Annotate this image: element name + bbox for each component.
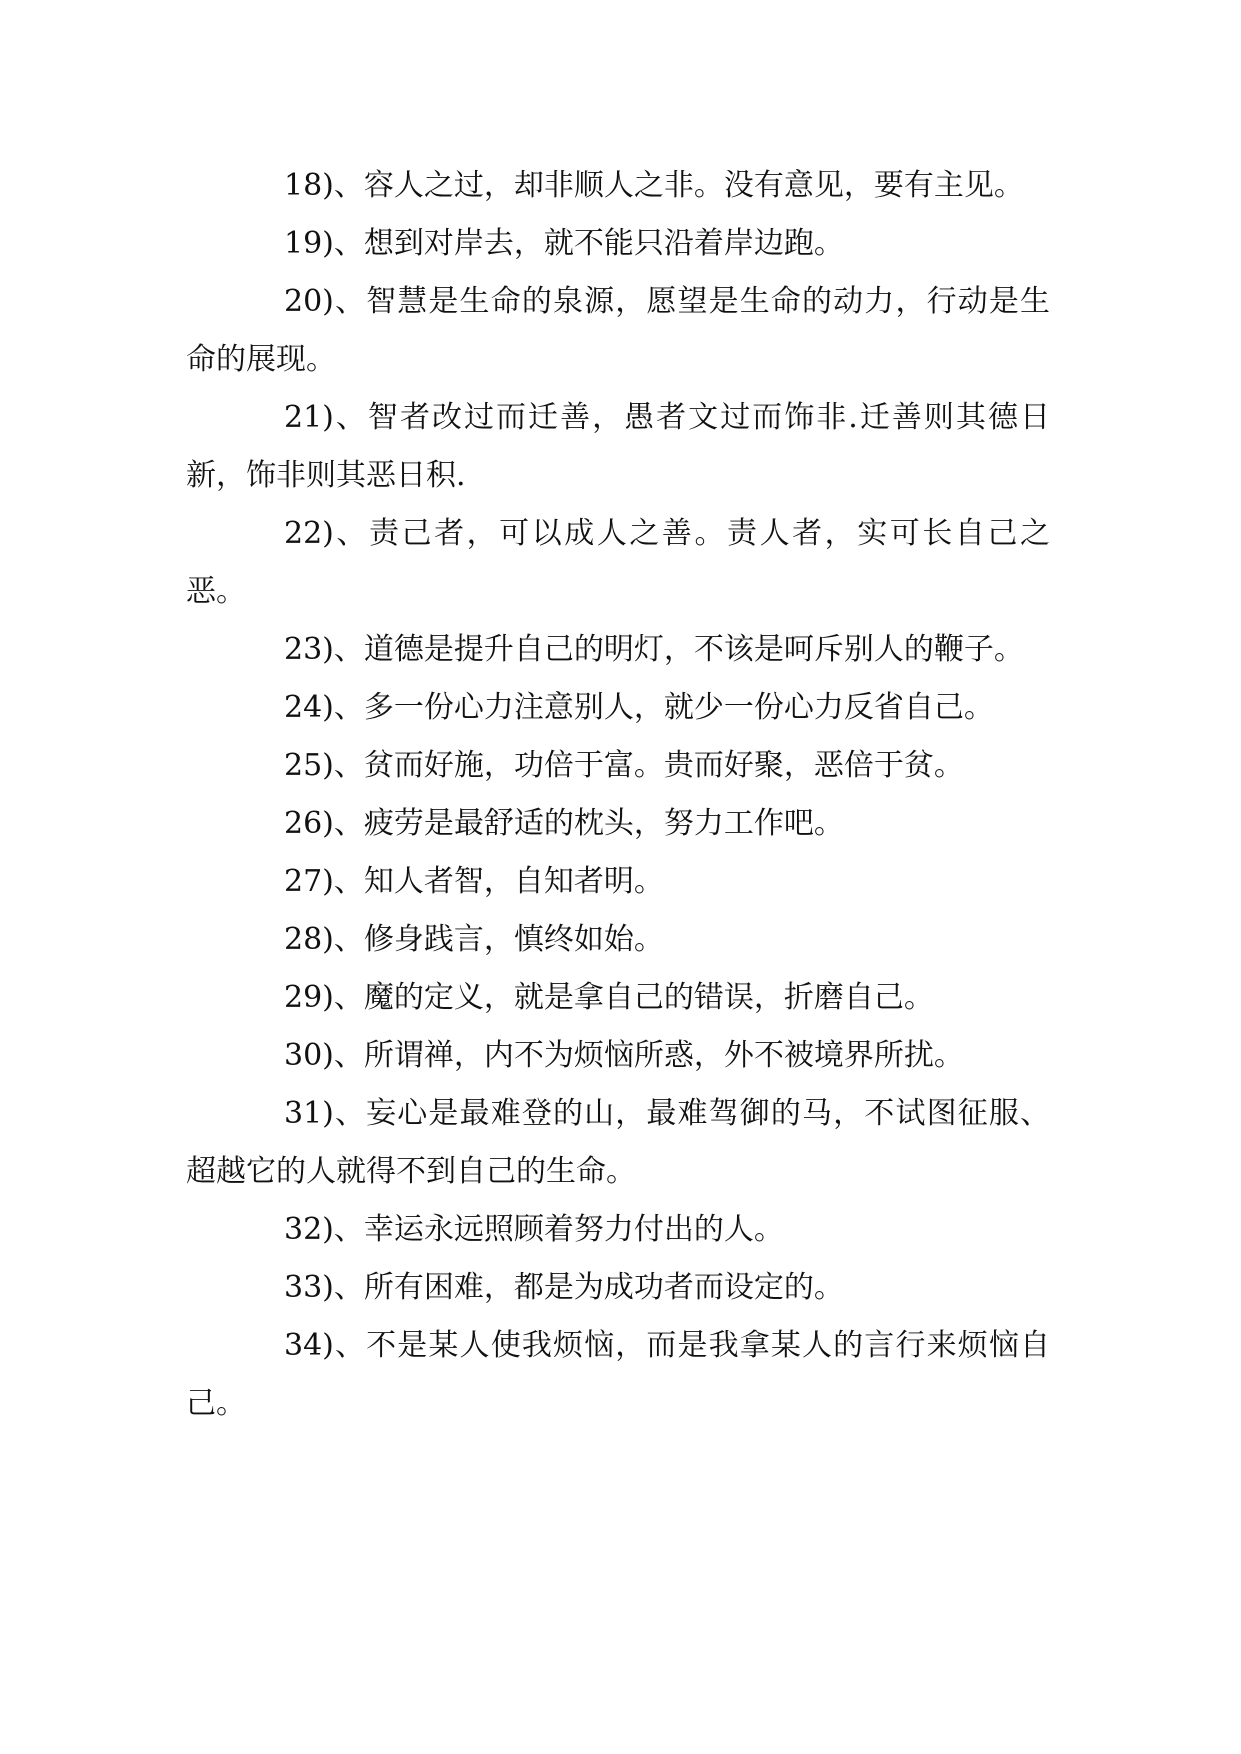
paragraph-19: 19)、想到对岸去，就不能只沿着岸边跑。 bbox=[284, 226, 844, 261]
paragraph-21: 21)、智者改过而迁善，愚者文过而饰非.迁善则其德日新，饰非则其恶日积. bbox=[186, 400, 1050, 493]
paragraph-25: 25)、贫而好施，功倍于富。贵而好聚，恶倍于贫。 bbox=[284, 748, 964, 783]
paragraph-31: 31)、妄心是最难登的山，最难驾御的马，不试图征服、超越它的人就得不到自己的生命。 bbox=[186, 1096, 1050, 1189]
document-body bbox=[186, 157, 1050, 1433]
paragraph-32: 32)、幸运永远照顾着努力付出的人。 bbox=[284, 1212, 784, 1247]
paragraph-24: 24)、多一份心力注意别人，就少一份心力反省自己。 bbox=[284, 690, 994, 725]
paragraph-29: 29)、魔的定义，就是拿自己的错误，折磨自己。 bbox=[284, 980, 934, 1015]
paragraph-20: 20)、智慧是生命的泉源，愿望是生命的动力，行动是生命的展现。 bbox=[186, 284, 1050, 377]
paragraph-22: 22)、责己者，可以成人之善。责人者，实可长自己之恶。 bbox=[186, 516, 1050, 609]
paragraph-23: 23)、道德是提升自己的明灯，不该是呵斥别人的鞭子。 bbox=[284, 632, 1024, 667]
paragraph-27: 27)、知人者智，自知者明。 bbox=[284, 864, 664, 899]
paragraph-34: 34)、不是某人使我烦恼，而是我拿某人的言行来烦恼自己。 bbox=[186, 1328, 1050, 1421]
paragraph-33: 33)、所有困难，都是为成功者而设定的。 bbox=[284, 1270, 844, 1305]
paragraph-18: 18)、容人之过，却非顺人之非。没有意见，要有主见。 bbox=[284, 168, 1024, 203]
paragraph-26: 26)、疲劳是最舒适的枕头，努力工作吧。 bbox=[284, 806, 844, 841]
paragraph-30: 30)、所谓禅，内不为烦恼所惑，外不被境界所扰。 bbox=[284, 1038, 964, 1073]
paragraph-28: 28)、修身践言，慎终如始。 bbox=[284, 922, 664, 957]
